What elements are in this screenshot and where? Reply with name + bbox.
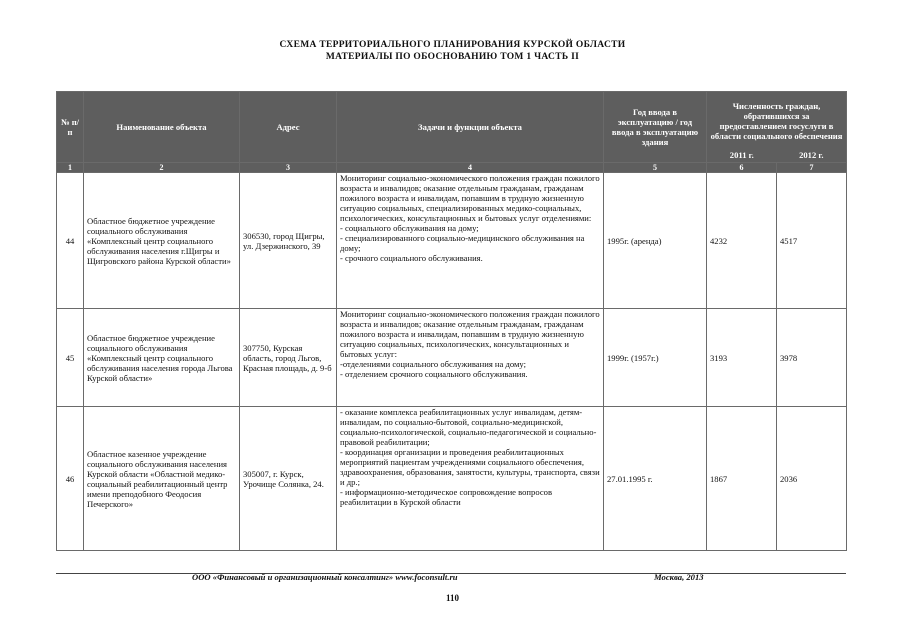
footer-company: ООО «Финансовый и организационный консалтинг» www.foconsult.ru <box>192 572 458 582</box>
page-number: 110 <box>445 593 459 603</box>
table-row <box>57 407 847 551</box>
row-num: 44 <box>57 173 84 309</box>
row-name: Областное казенное учреждение социального обслуживания населения Курской области «Областной медико-социальный реабилитационный центр имени преподобного Феодосия Печерского» <box>84 407 240 551</box>
col-header-count-label: Численность граждан, обратившихся за предоставлением госуслуги в области социального обеспечения <box>710 101 843 141</box>
row-tasks <box>337 407 604 551</box>
col-header-year: Год ввода в эксплуатацию / год ввода в эксплуатацию здания <box>604 92 707 163</box>
task-line: - оказание комплекса реабилитационных услуг инвалидам, детям-инвалидам, по социально-бытовой, социально-медицинской, социально-психологической, социально-педагогической и социально-правовой реабилитации; <box>340 407 597 447</box>
task-line: - координация организации и проведения реабилитационных мероприятий пациентам учреждениями социального обеспечения, здравоохранения, образования, занятости, культуры, транспорта, связи и др.; <box>340 447 600 487</box>
col-number: 4 <box>337 163 604 173</box>
objects-table <box>56 91 847 551</box>
row-num: 46 <box>57 407 84 551</box>
row-num: 45 <box>57 309 84 407</box>
footer-place-year: Москва, 2013 <box>654 572 704 582</box>
row-year: 1999г. (1957г.) <box>604 309 707 407</box>
col-header-2011: 2011 г. <box>729 150 754 160</box>
row-2012: 4517 <box>777 173 847 309</box>
task-line: - социального обслуживания на дому; <box>340 223 479 233</box>
col-header-address: Адрес <box>240 92 337 163</box>
document-title: СХЕМА ТЕРРИТОРИАЛЬНОГО ПЛАНИРОВАНИЯ КУРСКОЙ ОБЛАСТИ <box>279 40 626 50</box>
col-header-count <box>707 92 847 163</box>
col-header-tasks: Задачи и функции объекта <box>337 92 604 163</box>
col-header-name: Наименование объекта <box>84 92 240 163</box>
row-address: 306530, город Щигры, ул. Дзержинского, 39 <box>240 173 337 309</box>
col-number: 1 <box>57 163 84 173</box>
col-number: 7 <box>777 163 847 173</box>
row-tasks <box>337 173 604 309</box>
table-row <box>57 309 847 407</box>
task-line: -отделениями социального обслуживания на дому; <box>340 359 526 369</box>
col-header-2012: 2012 г. <box>799 150 824 160</box>
row-address: 305007, г. Курск, Урочище Солянка, 24. <box>240 407 337 551</box>
col-number: 2 <box>84 163 240 173</box>
row-year: 27.01.1995 г. <box>604 407 707 551</box>
row-2012: 2036 <box>777 407 847 551</box>
task-line: - специализированного социально-медицинского обслуживания на дому; <box>340 233 585 253</box>
table-header-row <box>57 92 847 163</box>
row-tasks <box>337 309 604 407</box>
col-number: 5 <box>604 163 707 173</box>
task-line: Мониторинг социально-экономического положения граждан пожилого возраста и инвалидов; оказание отдельным гражданам, гражданам пожилого возраста и инвалидам, попавшим в трудную жизненную ситуацию социальных, специализированных медико-социальных, психологических, консультационных и бытовых услуг отделениями: <box>340 173 600 223</box>
row-2011: 4232 <box>707 173 777 309</box>
task-line: - отделением срочного социального обслуживания. <box>340 369 528 379</box>
row-address: 307750, Курская область, город Льгов, Красная площадь, д. 9-б <box>240 309 337 407</box>
column-number-row <box>57 163 847 173</box>
col-number: 6 <box>707 163 777 173</box>
table-row <box>57 173 847 309</box>
document-subtitle: МАТЕРИАЛЫ ПО ОБОСНОВАНИЮ ТОМ 1 ЧАСТЬ II <box>325 52 580 62</box>
row-2011: 1867 <box>707 407 777 551</box>
row-name: Областное бюджетное учреждение социального обслуживания «Комплексный центр социального обслуживания населения города Льгова Курской области» <box>84 309 240 407</box>
task-line: - информационно-методическое сопровождение вопросов реабилитации в Курской области <box>340 487 553 507</box>
row-name: Областное бюджетное учреждение социального обслуживания «Комплексный центр социального обслуживания населения г.Щигры и Щигровского района Курской области» <box>84 173 240 309</box>
row-year: 1995г. (аренда) <box>604 173 707 309</box>
row-2012: 3978 <box>777 309 847 407</box>
task-line: - срочного социального обслуживания. <box>340 253 483 263</box>
row-2011: 3193 <box>707 309 777 407</box>
col-number: 3 <box>240 163 337 173</box>
col-header-num: № п/п <box>57 92 84 163</box>
task-line: Мониторинг социально-экономического положения граждан пожилого возраста и инвалидов; оказание отдельным гражданам, гражданам пожилого возраста и инвалидам, попавшим в трудную жизненную ситуацию социальных, психологических, консультационных и бытовых услуг: <box>340 309 600 359</box>
